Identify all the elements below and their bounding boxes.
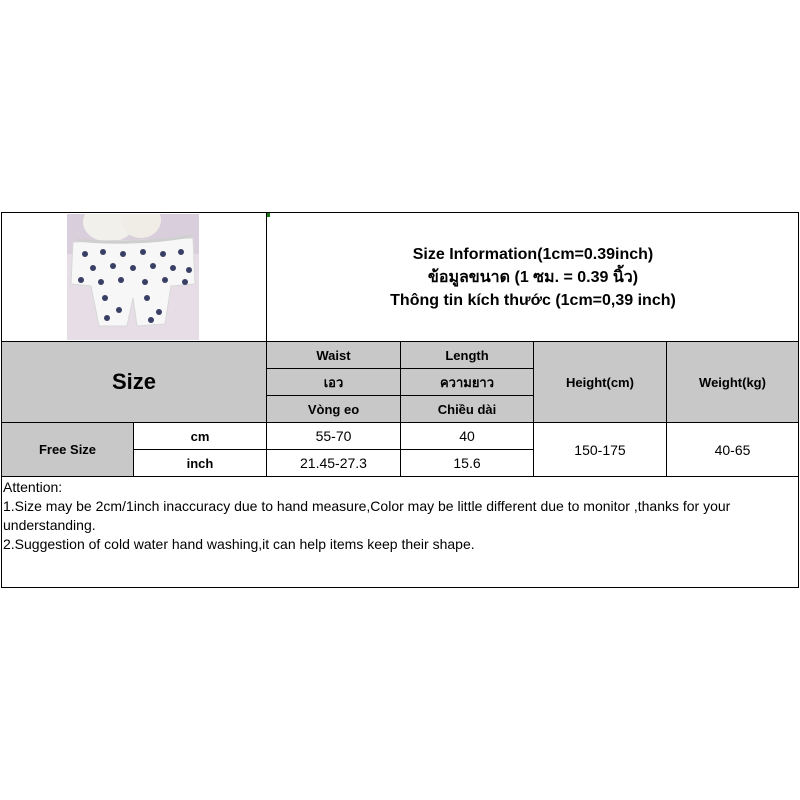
notes-title: Attention: xyxy=(3,479,63,495)
grid-line xyxy=(1,476,799,477)
waist-cm-value: 55-70 xyxy=(315,428,352,444)
height-header: Height(cm) xyxy=(566,374,634,390)
length-cm-value: 40 xyxy=(459,428,475,444)
waist-header-vi: Vòng eo xyxy=(307,401,360,417)
weight-header: Weight(kg) xyxy=(699,374,766,390)
info-line-thai: ข้อมูลขนาด (1 ซม. = 0.39 นิ้ว) xyxy=(427,268,639,286)
grid-line xyxy=(400,342,401,476)
weight-value: 40-65 xyxy=(714,441,751,458)
grid-line xyxy=(533,342,534,476)
grid-line xyxy=(133,423,134,476)
shorts-photo-icon xyxy=(67,214,199,340)
info-line-vietnamese: Thông tin kích thước (1cm=0,39 inch) xyxy=(390,291,676,309)
size-heading: Size xyxy=(111,369,157,394)
length-header-en: Length xyxy=(445,347,489,363)
unit-inch: inch xyxy=(186,455,214,471)
grid-line xyxy=(133,449,533,450)
grid-line xyxy=(666,342,667,476)
size-info-header xyxy=(267,214,799,340)
unit-cm: cm xyxy=(190,428,210,444)
notes-line-2: 2.Suggestion of cold water hand washing,it can help items keep their shape. xyxy=(3,536,475,552)
grid-line xyxy=(266,213,267,476)
product-photo xyxy=(67,214,199,340)
waist-inch-value: 21.45-27.3 xyxy=(300,455,367,471)
length-header-vi: Chiều dài xyxy=(437,401,497,417)
attention-notes xyxy=(3,478,793,554)
length-header-th: ความยาว xyxy=(439,374,495,390)
free-size-label: Free Size xyxy=(2,423,133,476)
height-value: 150-175 xyxy=(574,441,626,458)
info-line-english: Size Information(1cm=0.39inch) xyxy=(412,245,654,263)
waist-header-th: เอว xyxy=(323,374,344,390)
waist-header-en: Waist xyxy=(316,347,351,363)
notes-line-1: 1.Size may be 2cm/1inch inaccuracy due to hand measure,Color may be little different due to monitor ,thanks for your understanding. xyxy=(3,498,731,533)
length-inch-value: 15.6 xyxy=(453,455,481,471)
